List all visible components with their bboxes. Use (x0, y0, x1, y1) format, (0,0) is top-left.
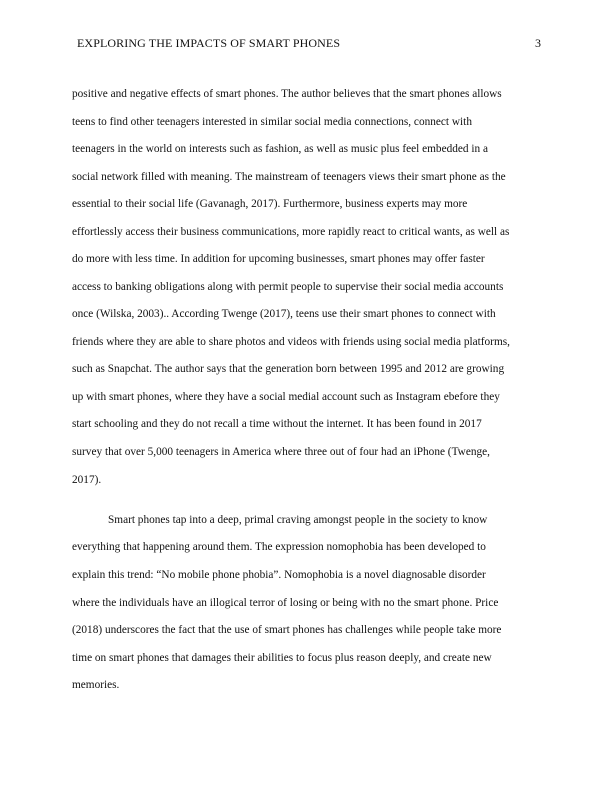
text-line: positive and negative effects of smart phones. The author believes that the smart phones allows (72, 88, 502, 100)
text-line: teenagers in the world on interests such as fashion, as well as music plus feel embedded in a (72, 143, 488, 155)
text-line: access to banking obligations along with permit people to supervise their social media accounts (72, 281, 504, 293)
running-head: EXPLORING THE IMPACTS OF SMART PHONES (77, 36, 341, 50)
text-line: explain this trend: “No mobile phone phobia”. Nomophobia is a novel diagnosable disorder (72, 569, 486, 581)
text-line: essential to their social life (Gavanagh, 2017). Furthermore, business experts may more (72, 198, 468, 210)
text-line: do more with less time. In addition for upcoming businesses, smart phones may offer faster (72, 253, 485, 265)
text-line: friends where they are able to share photos and videos with friends using social media platforms, (72, 336, 510, 348)
text-line: (2018) underscores the fact that the use of smart phones has challenges while people take more (72, 624, 502, 636)
text-line: effortlessly access their business communications, more rapidly react to critical wants, as well as (72, 226, 510, 238)
text-line: such as Snapchat. The author says that the generation born between 1995 and 2012 are growing (72, 363, 505, 375)
text-line: memories. (72, 679, 120, 691)
text-line: Smart phones tap into a deep, primal craving amongst people in the society to know (108, 514, 488, 526)
text-line: 2017). (72, 474, 102, 486)
text-line: time on smart phones that damages their abilities to focus plus reason deeply, and create new (72, 652, 492, 664)
text-line: where the individuals have an illogical terror of losing or being with no the smart phone. Price (72, 597, 499, 609)
page-number: 3 (535, 36, 541, 50)
text-line: start schooling and they do not recall a time without the internet. It has been found in 2017 (72, 418, 482, 430)
text-line: teens to find other teenagers interested in similar social media connections, connect with (72, 116, 472, 128)
text-line: everything that happening around them. The expression nomophobia has been developed to (72, 541, 486, 553)
text-line: once (Wilska, 2003).. According Twenge (2017), teens use their smart phones to connect with (72, 308, 496, 320)
text-line: up with smart phones, where they have a social medial account such as Instagram ebefore they (72, 391, 500, 403)
text-line: social network filled with meaning. The mainstream of teenagers views their smart phone as the (72, 171, 506, 183)
text-line: survey that over 5,000 teenagers in America where three out of four had an iPhone (Twenge, (72, 446, 490, 458)
